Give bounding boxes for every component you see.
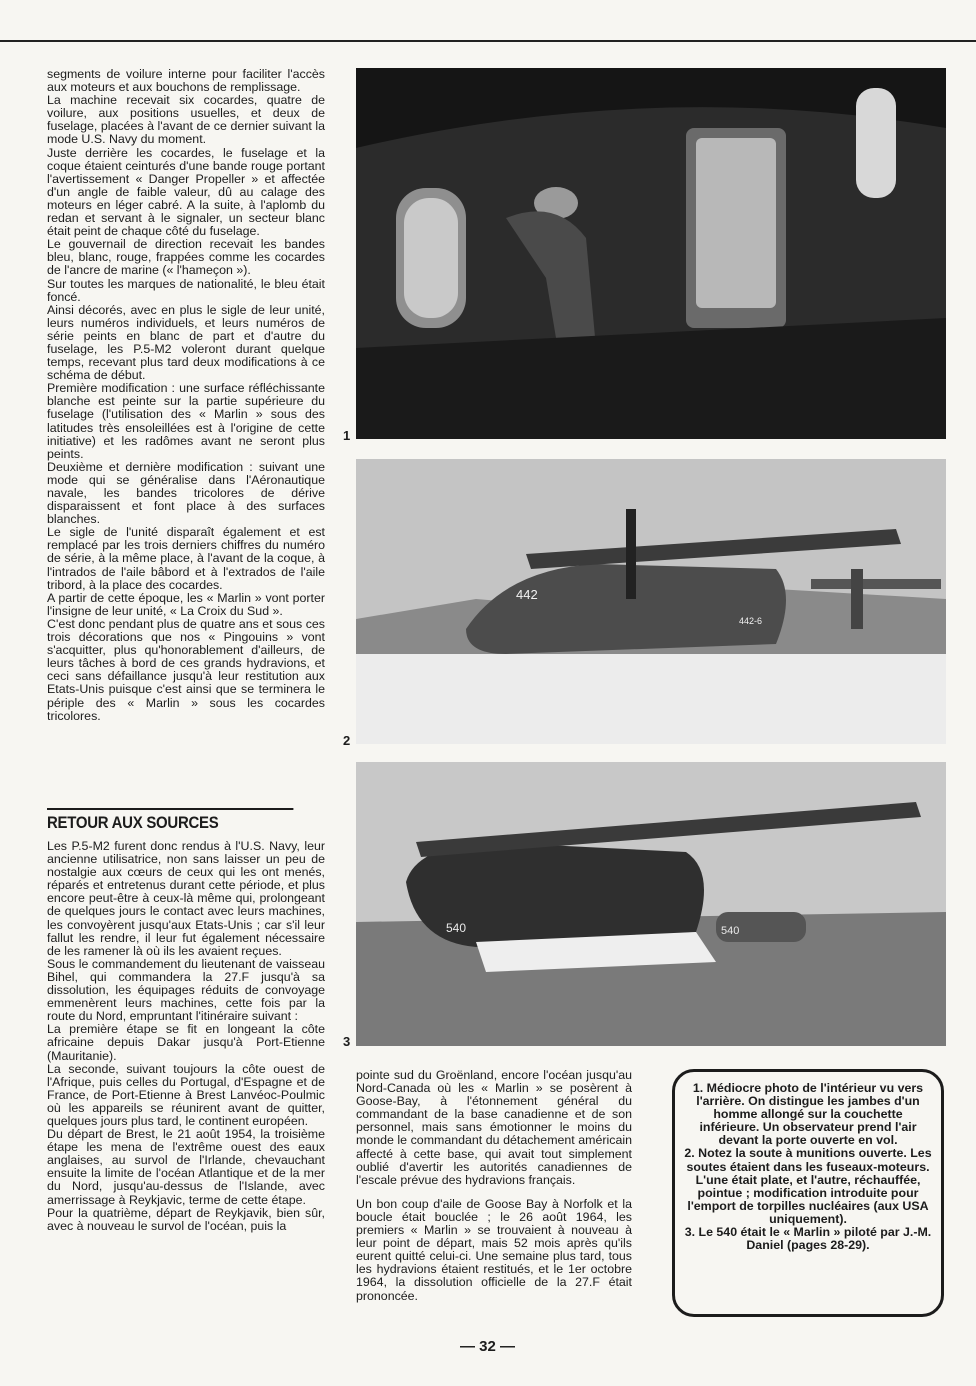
caption-box	[672, 1069, 944, 1317]
paragraph: La première étape se fit en longeant la côte africaine depuis Dakar jusqu'à Port-Etienne (Mauritanie).	[47, 1022, 325, 1063]
paragraph: Le gouvernail de direction recevait les bandes bleu, blanc, rouge, frappées comme les cocardes de l'ancre de marine (« l'hameçon »).	[47, 237, 325, 278]
paragraph: Pour la quatrième, départ de Reykjavik, bien sûr, avec à nouveau le survol de l'océan, puis la	[47, 1205, 325, 1233]
top-rule	[0, 40, 976, 42]
photo-interior	[356, 68, 946, 439]
text-column-middle	[356, 1069, 632, 1303]
caption: 3. Le 540 était le « Marlin » piloté par J.-M. Daniel (pages 28-29).	[684, 1225, 932, 1253]
paragraph: C'est donc pendant plus de quatre ans et sous ces trois décorations que nos « Pingouins » vont s'acquitter, plus qu'honorablement d'ailleurs, de leurs tâches à bord de ces grands hydravions, et ceci sans défaillance jusqu'à leur restitution aux Etats-Unis puisque c'est ainsi que se terminera le périple des « Marlin » sous les cocardes tricolores.	[47, 616, 325, 723]
photo-number: 3	[343, 1034, 351, 1049]
photo-number: 1	[343, 428, 351, 443]
paragraph: Sous le commandement du lieutenant de vaisseau Bihel, qui commandera la 27.F jusqu'à sa dissolution, les équipages réduits de convoyage emmenèrent leurs machines, cette fois par la route du Nord, empruntant l'itinéraire suivant :	[47, 956, 325, 1024]
paragraph: segments de voilure interne pour faciliter l'accès aux moteurs et aux bouchons de remplissage.	[47, 67, 325, 95]
paragraph: Un bon coup d'aile de Goose Bay à Norfolk et la boucle était bouclée ; le 26 août 1964, les premiers « Marlin » se trouvaient à nouveau à leur point de départ, mais 52 mois après qu'ils eurent quitté celui-ci. Une semaine plus tard, tous les hydravions étaient restitués, et le 1er octobre 1964, la dissolution officielle de la 27.F était prononcée.	[356, 1196, 632, 1303]
paragraph: Le sigle de l'unité disparaît également et est remplacé par les trois derniers chiffres du numéro de série, à la même place, à l'avant de la coque, à l'intrados de l'aile bâbord et à l'extrados de l'aile tribord, à la place des cocardes.	[47, 525, 325, 592]
paragraph: pointe sud du Groënland, encore l'océan jusqu'au Nord-Canada où les « Marlin » se posèrent à Goose-Bay, à l'étonnement général du commandant de la base canadienne et de son personnel, mais sans émotionner le moins du monde le commandant du détachement américain affecté à cette base, qui avait tout simplement oublié d'avertir les autorités canadiennes de l'escale prévue des hydravions français.	[356, 1068, 632, 1187]
photo-aircraft-ground	[356, 459, 946, 744]
aircraft-number: 540	[446, 921, 467, 935]
paragraph: A partir de cette époque, les « Marlin » vont porter l'insigne de leur unité, « La Croix du Sud ».	[47, 590, 325, 618]
caption: 1. Médiocre photo de l'intérieur vu vers l'arrière. On distingue les jambes d'un homme allongé sur la couchette inférieure. Un observateur prend l'air devant la porte ouverte en vol.	[692, 1081, 924, 1148]
paragraph: Les P.5-M2 furent donc rendus à l'U.S. Navy, leur ancienne utilisatrice, non sans laisser un peu de nostalgie aux cœurs de ceux qui les ont menés, réparés et entretenus durant cette période, et plus encore peut-être à ceux-là même qui, prolongeant de quelques jours le contact avec leurs machines, les convoyèrent jusqu'aux Etats-Unis ; car s'il leur fallut les rendre, il leur fut également nécessaire de les ramener là où ils les avaient reçues.	[47, 839, 325, 958]
caption: 2. Notez la soute à munitions ouverte. Les soutes étaient dans les fuseaux-moteurs. L'une était plate, et l'autre, réchauffée, pointue ; modification introduite pour l'emport de torpilles nucléaires (aux USA uniquement).	[684, 1146, 932, 1226]
text-column-left-2	[47, 840, 325, 1233]
section-heading: RETOUR AUX SOURCES	[47, 808, 293, 833]
paragraph: La machine recevait six cocardes, quatre de voilure, aux positions usuelles, et deux de fuselage, placées à l'avant de ce dernier suivant la mode U.S. Navy du moment.	[47, 93, 325, 147]
paragraph: Juste derrière les cocardes, le fuselage et la coque étaient ceinturés d'une bande rouge portant l'avertissement « Danger Propeller » et affectée d'un angle de faible valeur, dû au calage des moteurs en léger cabré. A la suite, à l'aplomb du redan et servant à le signaler, un secteur blanc était peint de chaque côté du fuselage.	[47, 145, 325, 239]
paragraph: La seconde, suivant toujours la côte ouest de l'Afrique, puis celles du Portugal, d'Espagne et de France, de Port-Etienne à Brest Lanvéoc-Poulmic où les appareils se réunirent avant de quitter, quelques jours plus tard, le continent européen.	[47, 1061, 325, 1128]
photo-number: 2	[343, 733, 351, 748]
photo-aircraft-water	[356, 762, 946, 1046]
paragraph: Deuxième et dernière modification : suivant une mode qui se généralise dans l'Aéronautique navale, les bandes tricolores de dérive disparaissent et font place à des surfaces blanches.	[47, 459, 325, 527]
paragraph: Première modification : une surface réfléchissante blanche est peinte sur la partie supérieure du fuselage (l'utilisation des « Marlin » sous des latitudes très ensoleillées est à l'origine de cette initiative) et les radômes avant ne seront plus peints.	[47, 381, 325, 461]
paragraph: Ainsi décorés, avec en plus le sigle de leur unité, leurs numéros individuels, et leurs numéros de série peints en blanc de part et d'autre du fuselage, les P.5-M2 voleront durant quelque temps, recevant plus tard deux modifications à ce schéma de début.	[47, 302, 325, 383]
page-number: — 32 —	[460, 1338, 516, 1355]
paragraph: Du départ de Brest, le 21 août 1954, la troisième étape les mena de l'extrême ouest des eaux anglaises, au survol de l'Irlande, chevauchant ensuite la limite de l'océan Atlantique et de la mer du Nord, jusqu'au-dessus de l'Islande, avec amerrissage à Reykjavic, terme de cette étape.	[47, 1127, 325, 1207]
paragraph: Sur toutes les marques de nationalité, le bleu était foncé.	[47, 276, 325, 304]
aircraft-code: 442-6	[739, 616, 763, 626]
text-column-left	[47, 68, 325, 723]
aircraft-number: 540	[721, 925, 740, 937]
aircraft-number: 442	[516, 587, 538, 602]
